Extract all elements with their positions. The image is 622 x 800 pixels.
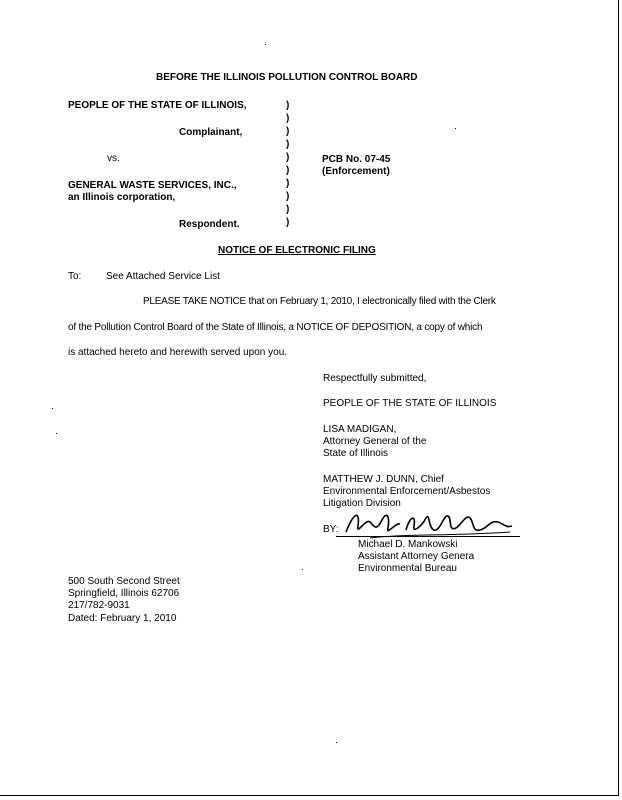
scan-speck (336, 742, 337, 743)
ag-title-2: State of Illinois (323, 448, 389, 459)
ag-name: LISA MADIGAN, (323, 424, 397, 435)
signer-name: Michael D. Mankowski (358, 539, 458, 550)
caption-paren: ) (286, 113, 290, 124)
respondent-label: Respondent. (179, 219, 240, 230)
scan-speck (455, 128, 456, 129)
page-heading: BEFORE THE ILLINOIS POLLUTION CONTROL BOARD (156, 72, 418, 83)
scan-speck (52, 408, 53, 409)
plaintiff-name: PEOPLE OF THE STATE OF ILLINOIS, (68, 100, 247, 111)
scan-speck (210, 795, 220, 796)
defendant-description: an Illinois corporation, (68, 192, 176, 203)
address-city: Springfield, Illinois 62706 (68, 588, 180, 599)
caption-paren: ) (286, 217, 290, 228)
caption-paren: ) (286, 165, 290, 176)
scan-speck (265, 44, 266, 45)
complainant-label: Complainant, (179, 127, 243, 138)
case-number: PCB No. 07-45 (322, 154, 391, 165)
scan-speck (56, 433, 57, 434)
case-type: (Enforcement) (322, 166, 390, 177)
closing-respectfully: Respectfully submitted, (323, 373, 427, 384)
caption-paren: ) (286, 178, 290, 189)
caption-paren: ) (286, 204, 290, 215)
chief-division-1: Environmental Enforcement/Asbestos (323, 486, 491, 497)
caption-paren: ) (286, 100, 290, 111)
body-line-1: PLEASE TAKE NOTICE that on February 1, 2010, I electronically filed with the Clerk (143, 296, 496, 307)
caption-paren: ) (286, 139, 290, 150)
signature-line (336, 536, 520, 537)
caption-paren: ) (286, 191, 290, 202)
to-recipients: See Attached Service List (106, 271, 220, 282)
caption-paren: ) (286, 152, 290, 163)
body-line-2: of the Pollution Control Board of the State of Illinois, a NOTICE OF DEPOSITION, a copy of which (68, 322, 483, 333)
body-line-3: is attached hereto and herewith served upon you. (68, 347, 288, 358)
address-street: 500 South Second Street (68, 576, 180, 587)
caption-paren: ) (286, 126, 290, 137)
scan-speck (302, 569, 303, 570)
by-label: BY: (323, 524, 339, 535)
signer-title: Assistant Attorney Genera (358, 551, 475, 562)
defendant-name: GENERAL WASTE SERVICES, INC., (68, 180, 237, 191)
versus-label: vs. (107, 153, 120, 164)
chief-name: MATTHEW J. DUNN, Chief (323, 474, 444, 485)
chief-division-2: Litigation Division (323, 498, 401, 509)
date-line: Dated: February 1, 2010 (68, 613, 177, 624)
to-label: To: (68, 271, 82, 282)
ag-title-1: Attorney General of the (323, 436, 427, 447)
closing-party: PEOPLE OF THE STATE OF ILLINOIS (323, 398, 497, 409)
signer-bureau: Environmental Bureau (358, 563, 457, 574)
address-phone: 217/782-9031 (68, 600, 130, 611)
notice-title: NOTICE OF ELECTRONIC FILING (218, 245, 376, 256)
